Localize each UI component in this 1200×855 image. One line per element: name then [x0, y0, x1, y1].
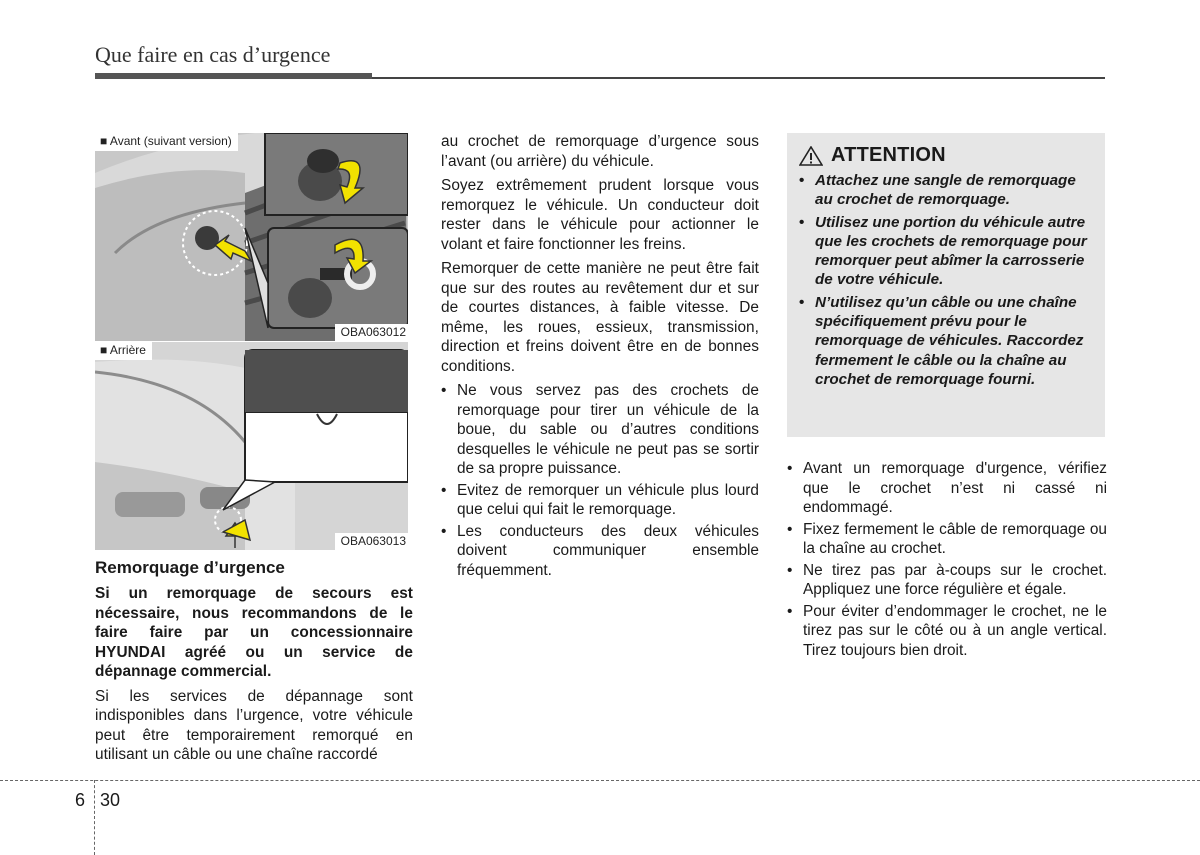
page-number: 30 — [100, 790, 121, 810]
right-bullet-list — [787, 459, 1107, 660]
list-item: • Fixez fermement le câble de remorquage ou la chaîne au crochet. — [787, 520, 1107, 559]
conditions-paragraph: Remorquer de cette manière ne peut être fait que sur des routes au revêtement dur et sur de courtes distances, à faible vitesse. De même, les roues, essieux, transmission, direction et freins doivent être en de bonnes conditions. — [441, 260, 759, 375]
figure-rear-tow-hook — [95, 342, 408, 550]
list-item: • Ne tirez pas par à-coups sur le crochet. Appliquez une force régulière et égale. — [787, 561, 1107, 600]
front-bumper-illustration — [95, 133, 408, 341]
list-item: • Ne vous servez pas des crochets de remorquage pour tirer un véhicule de la boue, du sable ou d’autres conditions desquelles le véhicule ne peut pas se sortir de sa propre puissance. — [441, 381, 759, 479]
middle-bullet-list — [441, 381, 759, 580]
header-rule-thick — [95, 73, 372, 79]
column-left — [95, 557, 413, 770]
figure-front-tow-hook — [95, 133, 408, 341]
column-middle — [441, 132, 759, 582]
footer-divider — [0, 780, 1200, 781]
header-rule-thin — [372, 77, 1105, 79]
list-item: • Attachez une sangle de remorquage au crochet de remorquage. — [797, 171, 1097, 210]
warning-triangle-icon — [799, 146, 823, 166]
section-heading: Remorquage d’urgence — [95, 558, 285, 577]
attention-box — [787, 133, 1105, 437]
rear-bumper-illustration — [95, 342, 408, 550]
intro-paragraph: Si les services de dépannage sont indisponibles dans l’urgence, votre véhicule peut être temporairement remorqué en utilisant un câble ou une chaîne raccordé — [95, 687, 413, 763]
figure-code-rear: OBA063013 — [335, 533, 408, 550]
attention-header — [799, 144, 946, 167]
page-header-title: Que faire en cas d’urgence — [95, 42, 331, 67]
list-item: • Avant un remorquage d'urgence, vérifiez que le crochet n’est ni cassé ni endommagé. — [787, 459, 1107, 518]
list-item: • Utilisez une portion du véhicule autre que les crochets de remorquage pour remorquer peut abîmer la carrosserie de votre véhicule. — [797, 213, 1097, 290]
attention-list — [797, 171, 1097, 392]
recommendation-paragraph: Si un remorquage de secours est nécessaire, nous recommandons de le faire faire par un concessionnaire HYUNDAI agréé ou un service de dépannage commercial. — [95, 585, 413, 680]
caution-paragraph: Soyez extrêmement prudent lorsque vous remorquez le véhicule. Un conducteur doit rester dans le véhicule pour actionner le volant et faire fonctionner les freins. — [441, 177, 759, 253]
figure-caption-rear: ■ Arrière — [95, 342, 152, 360]
chapter-number: 6 — [75, 790, 86, 810]
figure-caption-front: ■ Avant (suivant version) — [95, 133, 238, 151]
list-item: • Evitez de remorquer un véhicule plus lourd que celui qui fait le remorquage. — [441, 481, 759, 520]
list-item: • Les conducteurs des deux véhicules doivent communiquer ensemble fréquemment. — [441, 522, 759, 581]
continuation-paragraph: au crochet de remorquage d’urgence sous l’avant (ou arrière) du véhicule. — [441, 133, 759, 170]
list-item: • Pour éviter d’endommager le crochet, ne le tirez pas sur le côté ou à un angle vertical. Tirez toujours bien droit. — [787, 602, 1107, 661]
attention-title: ATTENTION — [831, 144, 946, 166]
column-right — [787, 459, 1107, 662]
figure-code-front: OBA063012 — [335, 324, 408, 341]
list-item: • N’utilisez qu’un câble ou une chaîne spécifiquement prévu pour le remorquage de véhicules. Raccordez fermement le câble ou la chaîne au crochet de remorquage fourni. — [797, 293, 1097, 389]
footer-vertical-divider — [94, 780, 95, 855]
